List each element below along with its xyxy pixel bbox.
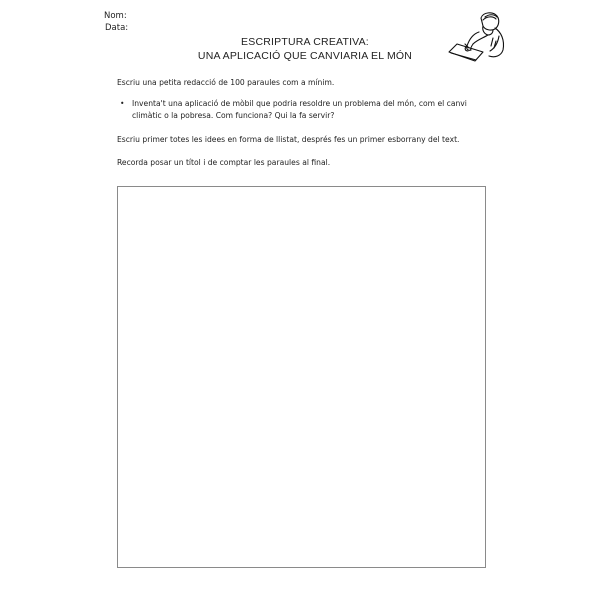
step-instruction-1: Escriu primer totes les idees en forma de llistat, després fes un primer esborrany del text. <box>117 135 460 144</box>
person-writing-icon <box>443 8 509 62</box>
name-label: Nom: <box>104 11 127 21</box>
page-title-line-1: ESCRIPTURA CREATIVA: <box>241 36 369 48</box>
page-title-line-2: UNA APLICACIÓ QUE CANVIARIA EL MÓN <box>197 50 413 62</box>
writing-area-box[interactable] <box>117 186 486 568</box>
step-instruction-2: Recorda posar un títol i de comptar les paraules al final. <box>117 158 331 167</box>
intro-instruction: Escriu una petita redacció de 100 paraules com a mínim. <box>117 78 335 87</box>
bullet-symbol: • <box>120 99 125 108</box>
date-label: Data: <box>105 23 129 33</box>
bullet-text: Inventa't una aplicació de mòbil que podria resoldre un problema del món, com el canvi climàtic o la pobresa. Com funciona? Qui la fa servir? <box>132 99 467 120</box>
